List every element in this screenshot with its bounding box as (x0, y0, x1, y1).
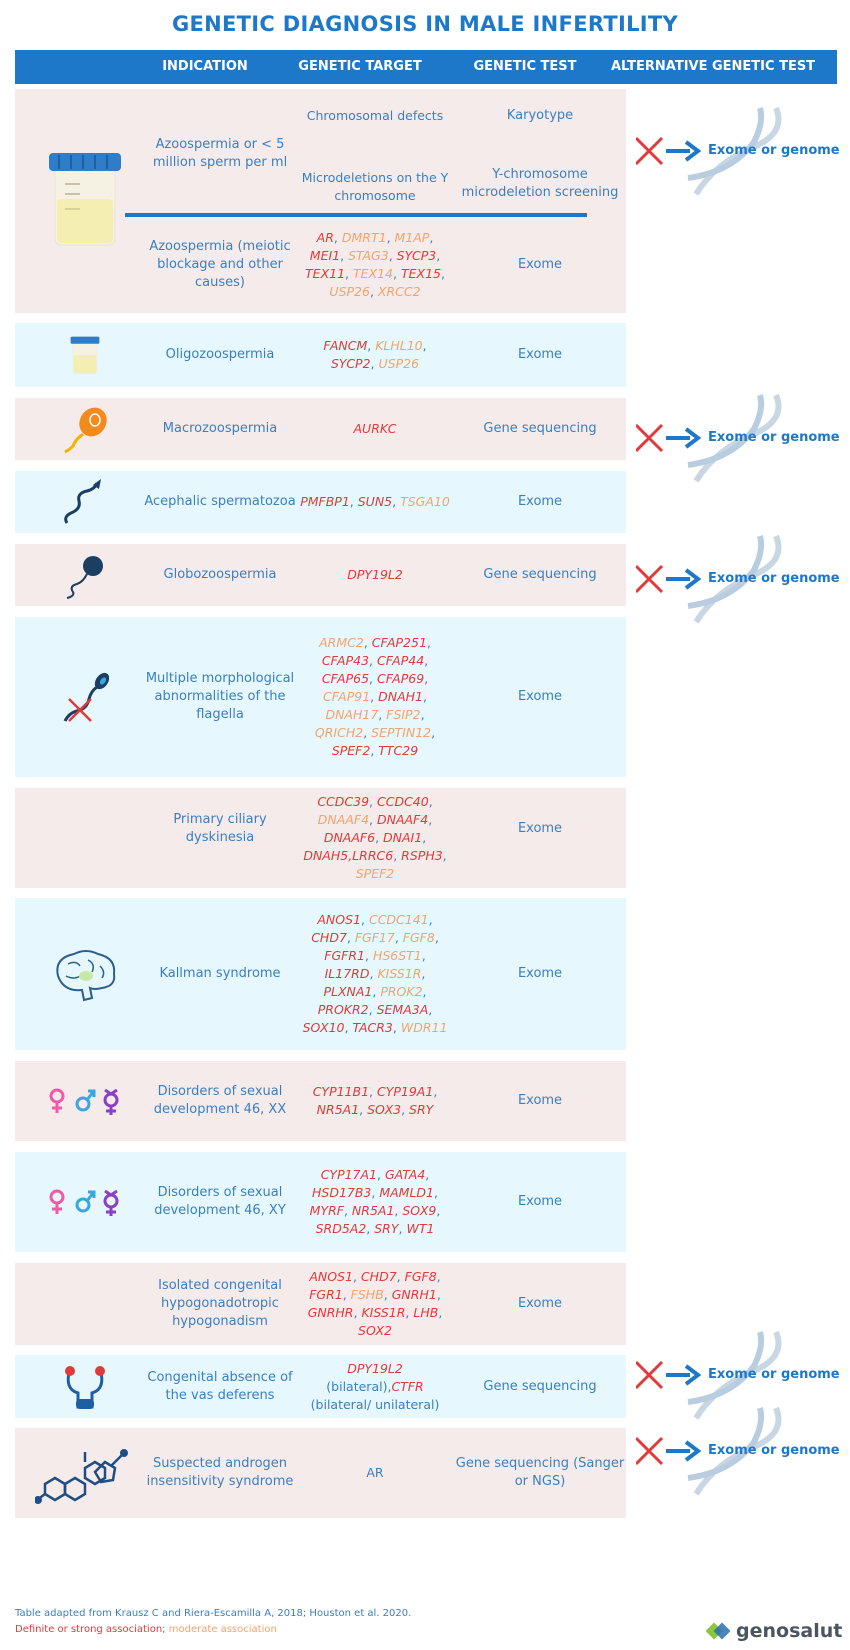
genes-cell: CCDC39, CCDC40, DNAAF4, DNAAF4, DNAAF6, DNAI1, DNAH5,LRRC6, RSPH3, SPEF2 (303, 794, 447, 881)
vas-deferens-icon (30, 1361, 140, 1413)
table-row (15, 617, 626, 777)
gene-name: GNRHR (307, 1305, 354, 1320)
legend-definite: Definite or strong association (15, 1624, 163, 1635)
urine-cup-icon (30, 331, 140, 379)
gene-name: AR (366, 1465, 384, 1480)
gene-name: XRCC2 (377, 284, 421, 299)
header-genetic-target: GENETIC TARGET (298, 59, 422, 74)
gene-name: FGF8 (402, 930, 435, 945)
genes-cell: ARMC2, CFAP251, CFAP43, CFAP44, CFAP65, CFAP69, CFAP91, DNAH1, DNAH17, FSIP2, QRICH2, SEPTIN12, SPEF2, TTC29 (314, 635, 436, 758)
alternative-test (636, 102, 840, 202)
gene-name: CYP19A1 (377, 1084, 434, 1099)
gene-name: KISS1R (377, 966, 422, 981)
gene-name: DNAAF4 (317, 812, 370, 827)
footnote: Table adapted from Krausz C and Riera-Escamilla A, 2018; Houston et al. 2020. (15, 1608, 412, 1619)
gene-name: IL17RD (324, 966, 370, 981)
gene-name: NR5A1 (351, 1203, 395, 1218)
arrow-right-icon (666, 142, 698, 160)
gene-name: GNRH1 (391, 1287, 437, 1302)
sperm-icon (30, 404, 140, 454)
urine-cup-icon (30, 144, 140, 254)
table-row (15, 544, 626, 606)
gene-name: DPY19L2 (347, 1360, 403, 1376)
indication-cell: Isolated congenital hypogonadotropic hypogonadism (158, 1278, 282, 1329)
gene-name: HS6ST1 (372, 948, 422, 963)
brand-name: genosalut (736, 1620, 843, 1642)
alternative-test (636, 530, 840, 630)
gene-name: CCDC39 (317, 794, 370, 809)
gene-name: CCDC40 (376, 794, 429, 809)
gene-name: DNAH1 (378, 689, 424, 704)
test-cell: Exome (517, 966, 563, 981)
gene-name: FGR1 (309, 1287, 343, 1302)
alternative-label: Exome or genome (708, 143, 840, 158)
indication-cell: Macrozoospermia (162, 421, 278, 436)
target-cell: Chromosomal defects (306, 108, 444, 123)
gene-name: SYCP3 (396, 248, 437, 263)
gene-name: CFAP44 (376, 653, 425, 668)
gene-name: HSD17B3 (311, 1185, 372, 1200)
gene-name: RSPH3 (401, 848, 443, 863)
alternative-label: Exome or genome (708, 1443, 840, 1458)
gene-name: SOX3 (367, 1102, 402, 1117)
genes-cell (300, 544, 450, 606)
gene-name: CYP11B1 (312, 1084, 370, 1099)
gene-name: DPY19L2 (347, 567, 403, 582)
gene-name: CFAP43 (321, 653, 370, 668)
gene-name: PLXNA1 (323, 984, 373, 999)
gene-name: SYCP2 (330, 356, 371, 371)
gene-name: PROKR2 (317, 1002, 369, 1017)
gene-name: DNAAF4 (376, 812, 429, 827)
gene-name: DNAAF6 (323, 830, 376, 845)
gene-name: MYRF (309, 1203, 344, 1218)
table-row (15, 788, 626, 888)
genes-cell: ANOS1, CCDC141, CHD7, FGF17, FGF8, FGFR1, HS6ST1, IL17RD, KISS1R, PLXNA1, PROK2, PROKR2, SEMA3A, SOX10, TACR3, WDR11 (302, 912, 448, 1035)
gene-name: DNAI1 (383, 830, 423, 845)
gene-name: SEMA3A (376, 1002, 429, 1017)
steroid-molecule-icon (30, 1438, 140, 1508)
indication-cell: Disorders of sexual development 46, XY (154, 1185, 286, 1218)
gene-name: CCDC141 (368, 912, 429, 927)
gene-name: TEX11 (305, 266, 346, 281)
gene-name: (bilateral), (326, 1378, 392, 1394)
indication-cell: Primary ciliary dyskinesia (173, 812, 267, 845)
brand-logo[interactable] (706, 1620, 842, 1642)
gene-name: CFAP65 (321, 671, 370, 686)
test-cell: Karyotype (506, 108, 574, 123)
genes-cell (300, 1355, 450, 1418)
gene-name: CTFR (391, 1378, 424, 1394)
gene-name: CHD7 (311, 930, 347, 945)
genes-cell: ANOS1, CHD7, FGF8, FGR1, FSHB, GNRH1, GNRHR, KISS1R, LHB, SOX2 (307, 1269, 443, 1338)
table-row (15, 398, 626, 460)
test-cell: Y-chromosome microdeletion screening (461, 167, 619, 200)
test-cell: Gene sequencing (483, 421, 597, 436)
indication-cell: Disorders of sexual development 46, XX (153, 1084, 287, 1117)
table-row (15, 89, 626, 313)
legend-moderate: moderate association (168, 1624, 277, 1635)
gene-name: SRD5A2 (315, 1221, 367, 1236)
gene-name: FGFR1 (324, 948, 365, 963)
red-x-icon (636, 138, 662, 164)
gene-name: ANOS1 (317, 912, 362, 927)
gene-name: M1AP (394, 230, 430, 245)
genosalut-logo-icon (706, 1620, 732, 1642)
indication-cell: Azoospermia (meiotic blockage and other causes) (149, 239, 291, 290)
alternative-test (636, 389, 840, 489)
gene-name: SOX10 (302, 1020, 345, 1035)
gene-name: USP26 (378, 356, 420, 371)
gene-name: SOX9 (402, 1203, 437, 1218)
test-cell: Gene sequencing (483, 567, 597, 582)
table-row (15, 1061, 626, 1141)
test-cell: Exome (517, 821, 563, 836)
gene-name: AURKC (353, 421, 397, 436)
gene-name: PROK2 (380, 984, 423, 999)
gene-name: GATA4 (384, 1167, 426, 1182)
table-row (15, 1428, 626, 1518)
gene-name: KISS1R (361, 1305, 406, 1320)
gene-name: FANCM (323, 338, 368, 353)
gene-name: SPEF2 (355, 866, 395, 881)
table-row (15, 1263, 626, 1345)
indication-cell: Congenital absence of the vas deferens (147, 1369, 293, 1403)
gene-name: CFAP91 (322, 689, 371, 704)
gene-name: LHB (413, 1305, 439, 1320)
gene-name: SOX2 (358, 1323, 392, 1338)
sperm-icon (30, 477, 140, 527)
row-divider (125, 213, 587, 217)
indication-cell: Acephalic spermatozoa (144, 494, 296, 509)
gene-name: ARMC2 (319, 635, 364, 650)
gene-name: WT1 (406, 1221, 435, 1236)
genes-cell (300, 398, 450, 460)
gene-name: SUN5 (357, 494, 393, 509)
gene-name: MEI1 (309, 248, 341, 263)
test-cell: Exome (517, 689, 563, 704)
alternative-label: Exome or genome (708, 1367, 840, 1382)
gene-name: TEX15 (400, 266, 441, 281)
genes-cell: FANCM, KLHL10, SYCP2, USP26 (323, 338, 427, 371)
gene-name: PMFBP1 (300, 494, 350, 509)
gene-name: FGF8 (404, 1269, 437, 1284)
header-alternative-test: ALTERNATIVE GENETIC TEST (610, 59, 816, 74)
table-row (15, 323, 626, 387)
table-row (15, 1152, 626, 1252)
table-row (15, 1355, 626, 1418)
gene-name: DNAH17 (325, 707, 379, 722)
gender-symbols-icon (30, 1081, 140, 1121)
page-title: GENETIC DIAGNOSIS IN MALE INFERTILITY (171, 12, 679, 36)
gene-name: SEPTIN12 (371, 725, 432, 740)
test-cell: Gene sequencing (483, 1378, 597, 1394)
test-cell: Gene sequencing (Sanger or NGS) (455, 1456, 625, 1489)
test-cell: Exome (517, 347, 563, 362)
gene-name: TEX14 (353, 266, 394, 281)
gene-name: WDR11 (400, 1020, 448, 1035)
legend-separator: ; (162, 1624, 169, 1635)
gene-name: FGF17 (354, 930, 395, 945)
gene-name: SRY (409, 1102, 434, 1117)
gene-name: SRY (374, 1221, 399, 1236)
table-header (15, 50, 837, 84)
gene-name: DMRT1 (341, 230, 387, 245)
test-cell: Exome (517, 257, 563, 272)
genes-cell: AR, DMRT1, M1AP, MEI1, STAG3, SYCP3, TEX11, TEX14, TEX15, USP26, XRCC2 (305, 230, 445, 299)
gene-name: CHD7 (360, 1269, 397, 1284)
genes-cell: PMFBP1, SUN5, TSGA10 (300, 494, 450, 509)
test-cell: Exome (517, 494, 563, 509)
gene-name: FSIP2 (386, 707, 421, 722)
gene-name: AR (316, 230, 334, 245)
alternative-label: Exome or genome (708, 571, 840, 586)
test-cell: Exome (517, 1093, 563, 1108)
legend (15, 1624, 277, 1635)
brain-icon (30, 944, 140, 1004)
header-genetic-test: GENETIC TEST (473, 59, 577, 74)
table-row (15, 471, 626, 533)
gene-name: TACR3 (352, 1020, 393, 1035)
gene-name: DNAH5,LRRC6 (303, 848, 394, 863)
target-cell: Microdeletions on the Y chromosome (301, 169, 449, 203)
gene-name: USP26 (329, 284, 370, 299)
gene-name: CYP17A1 (320, 1167, 378, 1182)
gene-name: STAG3 (348, 248, 389, 263)
indication-cell: Suspected androgen insensitivity syndrome (146, 1456, 294, 1489)
indication-cell: Azoospermia or < 5 million sperm per ml (152, 136, 288, 170)
gene-name: KLHL10 (375, 338, 423, 353)
gene-name: (bilateral/ unilateral) (310, 1396, 440, 1412)
gender-symbols-icon (30, 1182, 140, 1222)
gene-name: SPEF2 (331, 743, 371, 758)
test-cell: Exome (517, 1194, 563, 1209)
gene-name: MAMLD1 (379, 1185, 435, 1200)
genes-cell: CYP11B1, CYP19A1, NR5A1, SOX3, SRY (312, 1084, 438, 1117)
gene-name: CFAP69 (376, 671, 425, 686)
indication-cell: Oligozoospermia (165, 347, 275, 362)
sperm-icon (30, 550, 140, 600)
sperm-icon (30, 667, 140, 727)
test-cell: Exome (517, 1296, 563, 1311)
table-row (15, 898, 626, 1050)
indication-cell: Globozoospermia (163, 567, 277, 582)
gene-name: FSHB (350, 1287, 384, 1302)
gene-name: TSGA10 (400, 494, 450, 509)
header-indication: INDICATION (162, 59, 248, 74)
alternative-test (636, 1402, 840, 1502)
gene-name: QRICH2 (314, 725, 364, 740)
genes-cell (300, 1428, 450, 1518)
indication-cell: Kallman syndrome (159, 966, 281, 981)
gene-name: CFAP251 (371, 635, 427, 650)
gene-name: ANOS1 (309, 1269, 353, 1284)
gene-name: TTC29 (378, 743, 419, 758)
genes-cell: CYP17A1, GATA4, HSD17B3, MAMLD1, MYRF, NR5A1, SOX9, SRD5A2, SRY, WT1 (309, 1167, 441, 1236)
indication-cell: Multiple morphological abnormalities of the flagella (145, 671, 295, 722)
gene-name: NR5A1 (316, 1102, 360, 1117)
alternative-label: Exome or genome (708, 430, 840, 445)
